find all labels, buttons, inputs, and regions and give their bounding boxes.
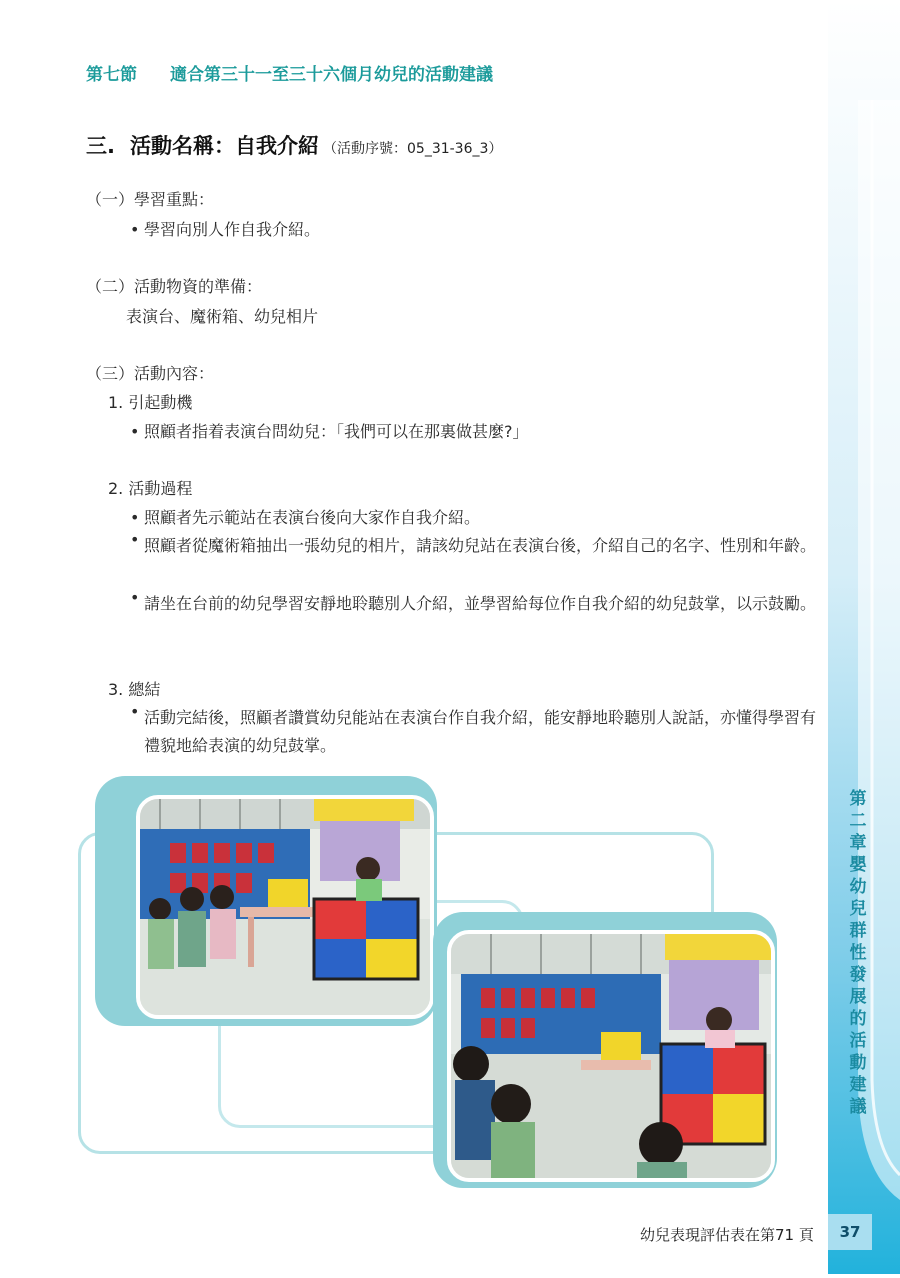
learning-focus-heading: （一）學習重點：: [86, 190, 215, 209]
activity-name: 活動名稱：自我介紹: [130, 134, 319, 158]
activity-serial: （活動序號：05_31-36_3）: [323, 141, 503, 157]
page-number: 37: [839, 1223, 861, 1241]
section-header: [86, 60, 493, 85]
content-heading: （三）活動內容：: [86, 364, 215, 383]
step2-item-2: • 照顧者從魔術箱抽出一張幼兒的相片，請該幼兒站在表演台後，介紹自己的名字、性別和年齡。: [130, 530, 817, 555]
step2-item-1: • 照顧者先示範站在表演台後向大家作自我介紹。: [130, 508, 481, 527]
step2-heading: 2. 活動過程: [108, 479, 193, 498]
chapter-title: 第二章 嬰幼兒群性發展的活動建議: [849, 789, 867, 1117]
section-title: 適合第三十一至三十六個月幼兒的活動建議: [170, 65, 493, 85]
step1-heading: 1. 引起動機: [108, 393, 193, 412]
assessment-reference: 幼兒表現評估表在第71 頁: [640, 1226, 814, 1244]
step1-item: • 照顧者指着表演台問幼兒：「我們可以在那裏做甚麼?」: [130, 422, 529, 441]
step3-heading: 3. 總結: [108, 680, 161, 699]
step3-item: • 活動完結後，照顧者讚賞幼兒能站在表演台作自我介紹，能安靜地聆聽別人說話，亦懂得學習有禮貌地給表演的幼兒鼓掌。: [130, 702, 817, 755]
activity-photo-2: [447, 930, 775, 1182]
classroom-photo-2: [451, 934, 771, 1178]
materials-heading: （二）活動物資的準備：: [86, 277, 263, 296]
classroom-photo-1: [140, 799, 430, 1015]
activity-title: [86, 130, 502, 160]
learning-focus-item: • 學習向別人作自我介紹。: [130, 220, 321, 239]
activity-photo-1: [136, 795, 434, 1019]
materials-text: 表演台、魔術箱、幼兒相片: [126, 307, 319, 326]
activity-number: 三.: [86, 134, 115, 158]
section-number: 第七節: [86, 65, 137, 85]
bullet: •: [130, 220, 140, 239]
step2-item-3: • 請坐在台前的幼兒學習安靜地聆聽別人介紹，並學習給每位作自我介紹的幼兒鼓掌，以示鼓勵。: [130, 588, 817, 613]
